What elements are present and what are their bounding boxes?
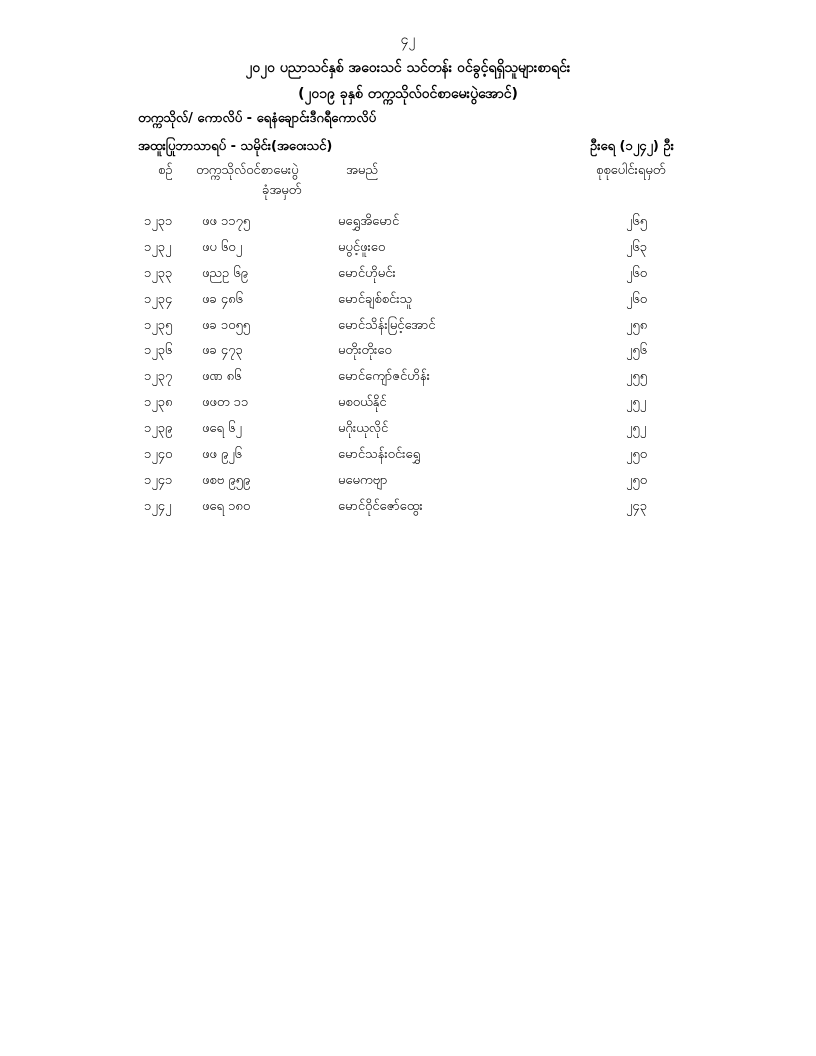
- roll-number: ဖညဥ ၆၉: [202, 265, 248, 281]
- table-row: [0, 420, 816, 446]
- total-score: ၂၅၅: [626, 369, 648, 385]
- roll-number: ဖဏ ၈၆: [202, 369, 242, 385]
- roll-number: ဖခ ၄၇၃: [202, 343, 243, 359]
- total-score: ၂၅၀: [626, 472, 648, 488]
- major-line: အထူးပြုဘာသာရပ် - သမိုင်း(အဝေးသင်): [138, 139, 333, 154]
- table-row: [0, 317, 816, 343]
- student-name: မောင်ကျော်ဇင်ဟိန်း: [338, 369, 430, 385]
- header-roll-number: တက္ကသိုလ်ဝင်စာမေးပွဲ: [196, 163, 299, 178]
- roll-number: ဖဖ ၉၂၆: [202, 447, 242, 463]
- total-score: ၂၄၃: [626, 498, 648, 514]
- roll-number: ဖရေ ၆၂: [202, 421, 242, 437]
- header-name: အမည်: [346, 163, 378, 178]
- student-name: မပွင့်ဖူးဝေ: [338, 239, 386, 255]
- total-score: ၂၅၀: [626, 447, 648, 463]
- row-number: ၁၂၃၉: [144, 421, 173, 437]
- roll-number: ဖဖတ ၁၁: [202, 395, 249, 411]
- row-number: ၁၂၃၁: [144, 214, 173, 229]
- student-name: မမေကဗျာ: [338, 472, 388, 488]
- row-number: ၁၂၄၀: [144, 447, 173, 463]
- results-table: [0, 213, 816, 524]
- roll-number: ဖစဗ ၉၅၉: [202, 472, 251, 488]
- table-row: [0, 394, 816, 420]
- row-number: ၁၂၃၃: [144, 265, 173, 281]
- total-score: ၂၅၆: [626, 343, 648, 359]
- row-number: ၁၂၃၇: [144, 369, 173, 385]
- header-no: စဉ်: [158, 163, 173, 178]
- row-number: ၁၂၃၅: [144, 317, 173, 333]
- student-name: မတိုးတိုးဝေ: [338, 343, 392, 359]
- table-row: [0, 472, 816, 498]
- row-number: ၁၂၄၁: [144, 472, 173, 488]
- total-score: ၂၆၀: [626, 265, 648, 281]
- student-name: မဂိုးယုလိုင်: [338, 421, 389, 437]
- table-row: [0, 239, 816, 265]
- student-name: မောင်ချစ်စင်းသူ: [338, 291, 413, 307]
- page-number: ၄၂: [400, 32, 416, 48]
- student-name: မောင်ဟိုမင်း: [338, 265, 396, 281]
- roll-number: ဖရေ ၁၈၀: [202, 498, 251, 514]
- table-row: [0, 213, 816, 239]
- roll-number: ဖပ ၆၀၂: [202, 239, 242, 255]
- total-score: ၂၅၈: [626, 317, 648, 333]
- document-subtitle: (၂၀၁၉ ခုနှစ် တက္ကသိုလ်ဝင်စာမေးပွဲအောင်): [298, 86, 518, 102]
- header-total-score: စုစုပေါင်းရမှတ်: [596, 163, 666, 178]
- total-score: ၂၆၃: [626, 239, 648, 255]
- student-name: မောင်သိန်းမြင့်အောင်: [338, 317, 436, 333]
- row-number: ၁၂၃၆: [144, 343, 173, 359]
- university-line: တက္ကသိုလ်/ ကောလိပ် - ရေနံချောင်းဒီဂရီကောလိပ်: [138, 111, 377, 126]
- roll-number: ဖဖ ၁၁၇၅: [202, 214, 251, 229]
- student-name: မောင်သန်းဝင်းရွှေ: [338, 447, 421, 463]
- document-title: ၂၀၂၀ ပညာသင်နှစ် အဝေးသင် သင်တန်း ဝင်ခွင့်ရရှိသူများစာရင်း: [245, 60, 571, 76]
- header-roll-number-line2: ခုံအမှတ်: [262, 183, 302, 198]
- student-name: မစဝယ်နိုင်: [338, 395, 387, 411]
- total-count: ဦးရေ (၁၂၄၂) ဦး: [590, 139, 674, 154]
- row-number: ၁၂၃၄: [144, 291, 173, 307]
- row-number: ၁၂၄၂: [144, 498, 172, 514]
- table-row: [0, 498, 816, 524]
- table-row: [0, 446, 816, 472]
- total-score: ၂၆၅: [626, 214, 648, 229]
- student-name: မရွှေအိမောင်: [338, 214, 400, 229]
- roll-number: ဖခ ၄၈၆: [202, 291, 243, 307]
- table-row: [0, 368, 816, 394]
- total-score: ၂၅၂: [626, 421, 647, 437]
- total-score: ၂၆၀: [626, 291, 648, 307]
- student-name: မောင်ဝိုင်ဇော်ထွေး: [338, 498, 423, 514]
- row-number: ၁၂၃၂: [144, 239, 172, 255]
- table-row: [0, 291, 816, 317]
- table-row: [0, 342, 816, 368]
- roll-number: ဖခ ၁၀၅၅: [202, 317, 251, 333]
- row-number: ၁၂၃၈: [144, 395, 173, 411]
- total-score: ၂၅၂: [626, 395, 647, 411]
- table-row: [0, 265, 816, 291]
